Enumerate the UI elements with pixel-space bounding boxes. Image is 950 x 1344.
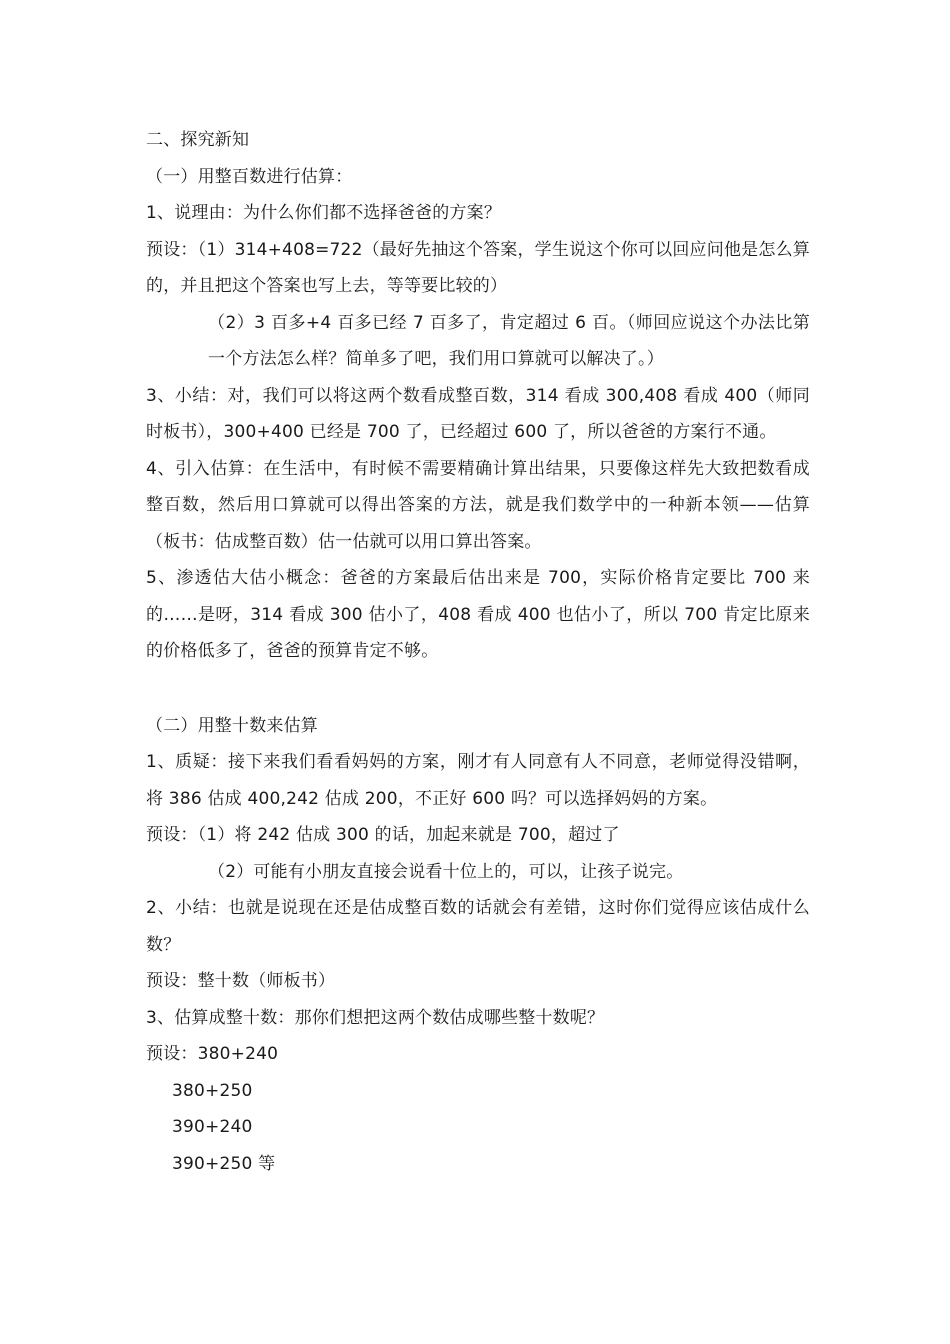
- part1-heading: （一）用整百数进行估算：: [146, 166, 353, 187]
- part1-item3: 3、小结：对，我们可以将这两个数看成整百数，314 看成 300,408 看成 400（师同时板书），300+400 已经是 700 了，已经超过 600 了，所以爸爸的方案行不通。: [146, 385, 810, 442]
- document-content: [146, 122, 810, 1182]
- section-title: 二、探究新知: [146, 130, 250, 150]
- part1-item5: 5、渗透估大估小概念：爸爸的方案最后估出来是 700，实际价格肯定要比 700 来的……是呀，314 看成 300 估小了，408 看成 400 也估小了，所以 700 肯定比原来的价格低多了，爸爸的预算肯定不够。: [146, 568, 810, 661]
- part2-heading: （二）用整十数来估算: [146, 715, 318, 736]
- part2-preset4: 预设：380+240: [146, 1044, 279, 1064]
- part2-preset2: （2）可能有小朋友直接会说看十位上的，可以，让孩子说完。: [208, 861, 684, 882]
- estimate-option: 390+250 等: [172, 1153, 276, 1174]
- part2-preset3: 预设：整十数（师板书）: [146, 971, 336, 991]
- part2-preset1: 预设：（1）将 242 估成 300 的话，加起来就是 700，超过了: [146, 825, 620, 845]
- estimate-option: 380+250: [172, 1080, 253, 1101]
- part2-item2: 2、小结：也就是说现在还是估成整百数的话就会有差错，这时你们觉得应该估成什么数？: [146, 898, 810, 955]
- part1-preset1: 预设：（1）314+408=722（最好先抽这个答案，学生说这个你可以回应问他是怎么算的，并且把这个答案也写上去，等等要比较的）: [146, 239, 810, 296]
- part1-preset2: （2）3 百多+4 百多已经 7 百多了，肯定超过 6 百。（师回应说这个办法比第一个方法怎么样？简单多了吧，我们用口算就可以解决了。）: [208, 312, 810, 369]
- part1-item1: 1、说理由：为什么你们都不选择爸爸的方案？: [146, 203, 502, 223]
- part2-item3: 3、估算成整十数：那你们想把这两个数估成哪些整十数呢？: [146, 1007, 605, 1028]
- paragraph-gap: [146, 670, 810, 708]
- estimate-option: 390+240: [172, 1117, 253, 1137]
- part2-item1: 1、质疑：接下来我们看看妈妈的方案，刚才有人同意有人不同意，老师觉得没错啊，将 386 估成 400,242 估成 200，不正好 600 吗？可以选择妈妈的方案。: [146, 752, 810, 809]
- part1-item4: 4、引入估算：在生活中，有时候不需要精确计算出结果，只要像这样先大致把数看成整百数，然后用口算就可以得出答案的方法，就是我们数学中的一种新本领——估算（板书：估成整百数）估一估就可以用口算出答案。: [146, 458, 810, 552]
